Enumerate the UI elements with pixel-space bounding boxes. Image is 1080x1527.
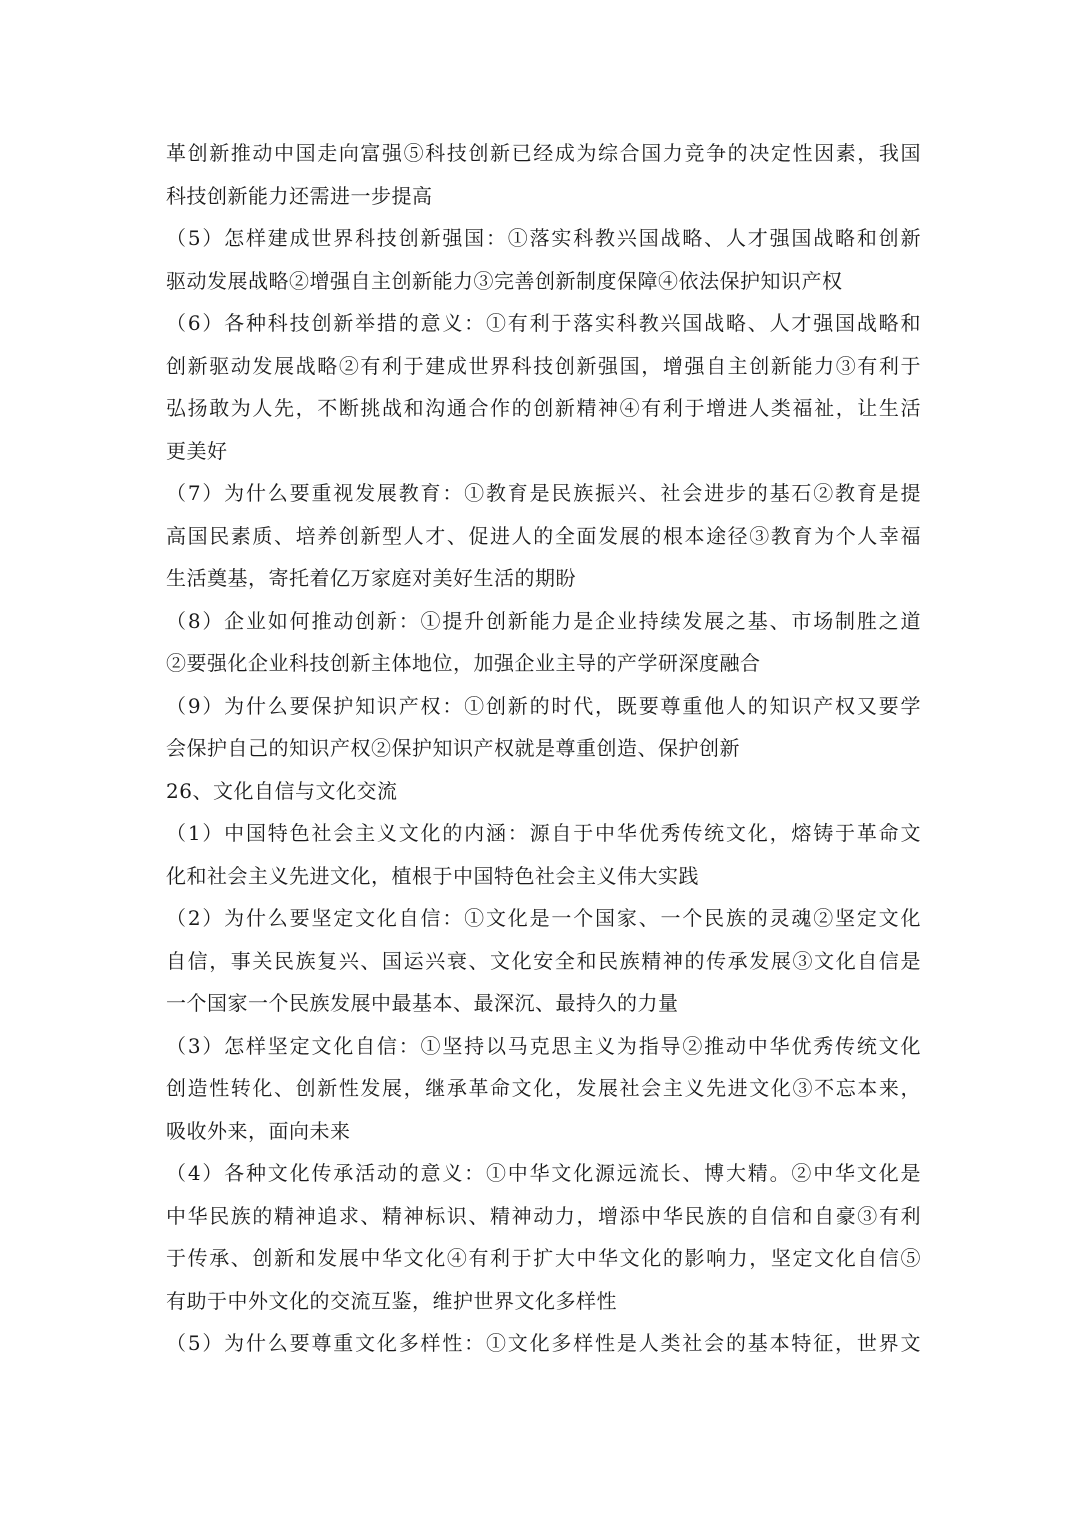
- text-line: （7）为什么要重视发展教育：①教育是民族振兴、社会进步的基石②教育是提: [166, 481, 921, 505]
- text-line: 中华民族的精神追求、精神标识、精神动力，增添中华民族的自信和自豪③有利: [166, 1203, 921, 1228]
- text-line: 高国民素质、培养创新型人才、促进人的全面发展的根本途径③教育为个人幸福: [166, 523, 921, 548]
- text-line: （9）为什么要保护知识产权：①创新的时代，既要尊重他人的知识产权又要学: [166, 693, 921, 718]
- text-line: （2）为什么要坚定文化自信：①文化是一个国家、一个民族的灵魂②坚定文化: [166, 906, 921, 930]
- text-line: 化和社会主义先进文化，植根于中国特色社会主义伟大实践: [166, 863, 699, 888]
- text-line: 更美好: [166, 438, 228, 463]
- text-line: 生活奠基，寄托着亿万家庭对美好生活的期盼: [166, 566, 576, 590]
- text-line: 革创新推动中国走向富强⑤科技创新已经成为综合国力竞争的决定性因素，我国: [166, 141, 921, 165]
- section-heading: 26、文化自信与文化交流: [166, 778, 398, 803]
- text-line: （5）怎样建成世界科技创新强国：①落实科教兴国战略、人才强国战略和创新: [166, 226, 921, 250]
- text-line: 于传承、创新和发展中华文化④有利于扩大中华文化的影响力，坚定文化自信⑤: [166, 1246, 921, 1270]
- text-line: （3）怎样坚定文化自信：①坚持以马克思主义为指导②推动中华优秀传统文化: [166, 1033, 921, 1058]
- text-line: 有助于中外文化的交流互鉴，维护世界文化多样性: [166, 1288, 617, 1313]
- text-line: 驱动发展战略②增强自主创新能力③完善创新制度保障④依法保护知识产权: [166, 268, 843, 293]
- text-line: 弘扬敢为人先，不断挑战和沟通合作的创新精神④有利于增进人类福祉，让生活: [166, 396, 921, 420]
- text-line: 创新驱动发展战略②有利于建成世界科技创新强国，增强自主创新能力③有利于: [166, 353, 921, 378]
- text-line: （4）各种文化传承活动的意义：①中华文化源远流长、博大精。②中华文化是: [166, 1161, 921, 1185]
- text-line: 一个国家一个民族发展中最基本、最深沉、最持久的力量: [166, 991, 679, 1015]
- text-line: 吸收外来，面向未来: [166, 1118, 351, 1143]
- text-line: （6）各种科技创新举措的意义：①有利于落实科教兴国战略、人才强国战略和: [166, 311, 921, 335]
- text-line: 科技创新能力还需进一步提高: [166, 183, 433, 208]
- document-body: [166, 132, 921, 1365]
- text-line: （8）企业如何推动创新：①提升创新能力是企业持续发展之基、市场制胜之道: [166, 608, 921, 633]
- text-line: （5）为什么要尊重文化多样性：①文化多样性是人类社会的基本特征，世界文: [166, 1331, 921, 1355]
- text-line: 创造性转化、创新性发展，继承革命文化，发展社会主义先进文化③不忘本来，: [166, 1076, 921, 1100]
- text-line: （1）中国特色社会主义文化的内涵：源自于中华优秀传统文化，熔铸于革命文: [166, 821, 921, 845]
- text-line: ②要强化企业科技创新主体地位，加强企业主导的产学研深度融合: [166, 651, 761, 675]
- text-line: 会保护自己的知识产权②保护知识产权就是尊重创造、保护创新: [166, 736, 740, 760]
- text-line: 自信，事关民族复兴、国运兴衰、文化安全和民族精神的传承发展③文化自信是: [166, 948, 921, 973]
